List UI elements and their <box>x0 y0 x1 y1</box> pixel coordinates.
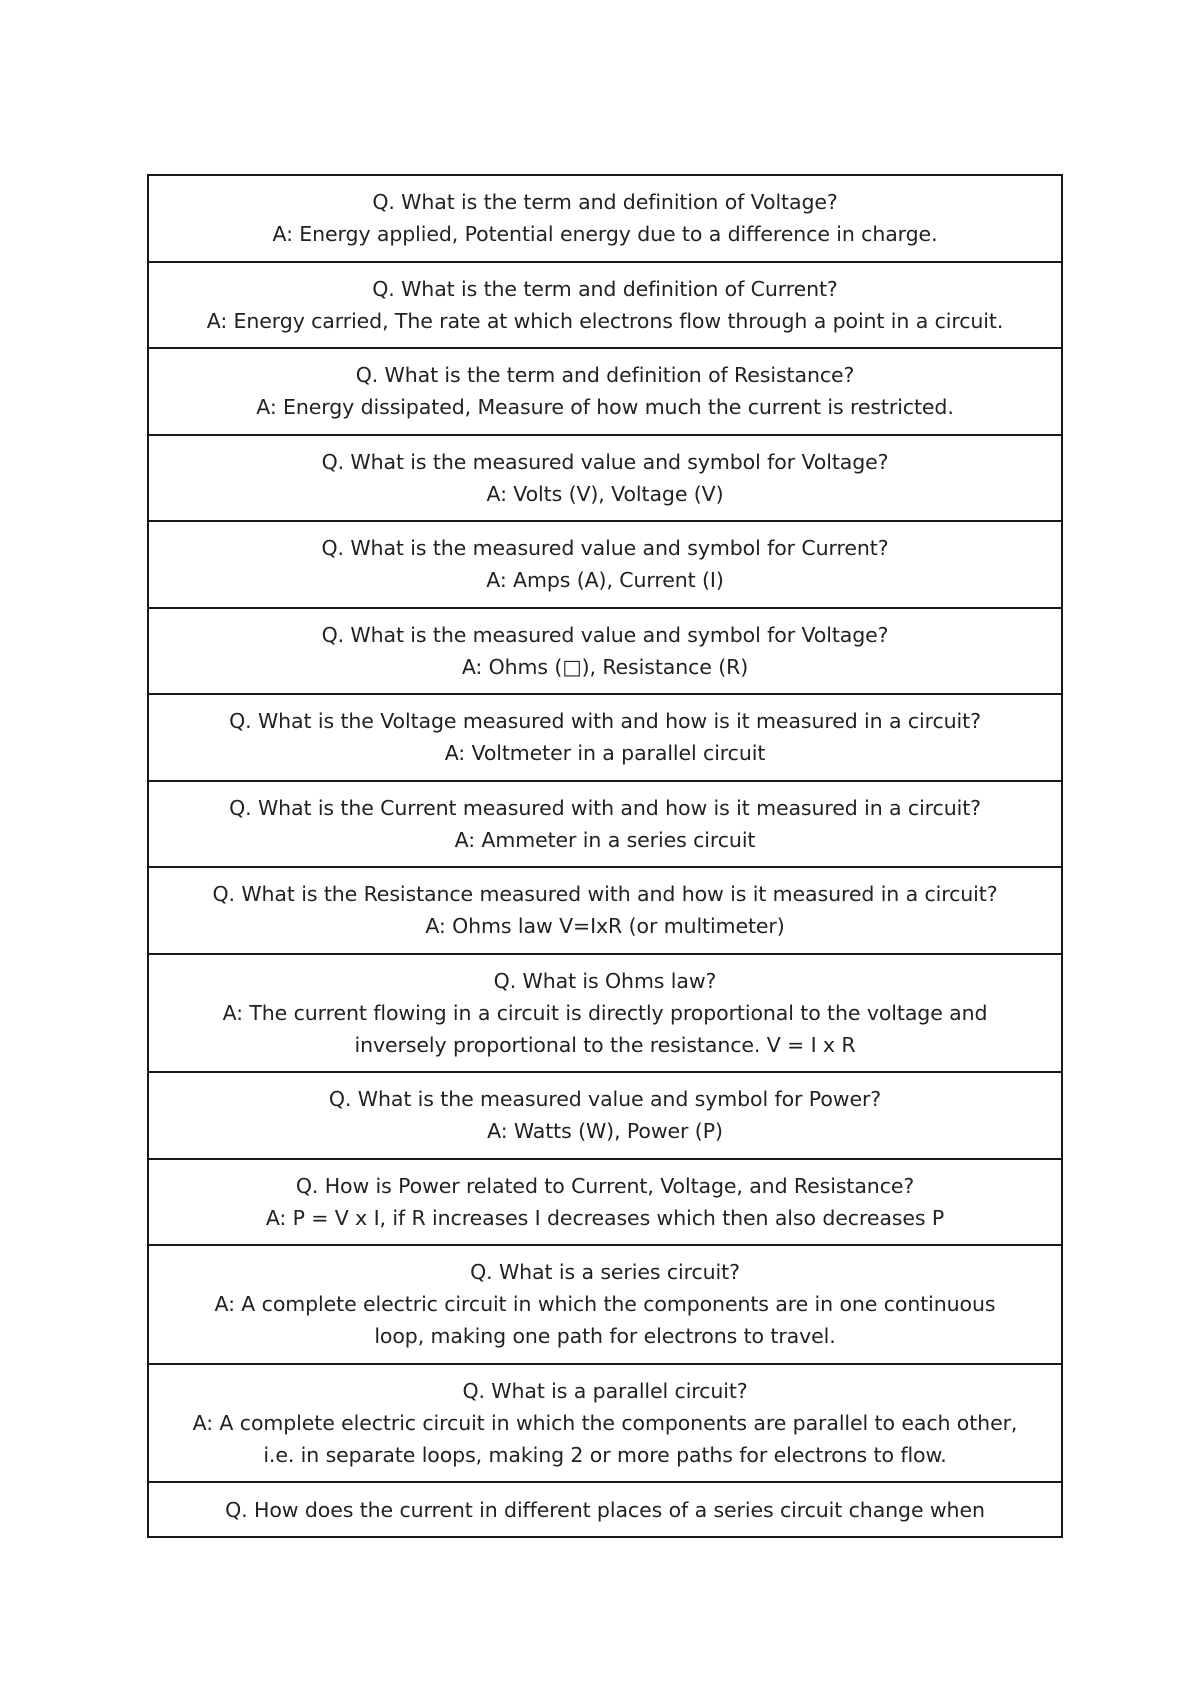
question-text: Q. What is the Current measured with and how is it measured in a circuit? <box>229 795 981 820</box>
question-text: Q. What is the measured value and symbol for Current? <box>321 536 889 561</box>
qa-card-power-relation <box>149 1160 1061 1247</box>
qa-card-voltage-unit <box>149 436 1061 523</box>
qa-card-ohms-law <box>149 955 1061 1074</box>
answer-text: A: Amps (A), Current (I) <box>486 568 724 593</box>
qa-table <box>147 174 1063 1538</box>
question-text: Q. What is a parallel circuit? <box>462 1378 748 1403</box>
answer-text-continued: inversely proportional to the resistance. V = I x R <box>354 1032 856 1057</box>
answer-text: A: A complete electric circuit in which the components are in one continuous <box>214 1292 996 1317</box>
question-text: Q. What is the measured value and symbol for Power? <box>328 1087 882 1112</box>
question-text: Q. What is the term and definition of Voltage? <box>372 190 838 215</box>
qa-card-resistance-definition <box>149 349 1061 436</box>
answer-text: A: Voltmeter in a parallel circuit <box>444 741 766 766</box>
question-text: Q. What is the measured value and symbol for Voltage? <box>321 449 889 474</box>
qa-card-current-unit <box>149 522 1061 609</box>
answer-text-continued: i.e. in separate loops, making 2 or more paths for electrons to flow. <box>263 1442 947 1467</box>
question-text: Q. What is the Resistance measured with and how is it measured in a circuit? <box>212 882 998 907</box>
answer-text: A: Volts (V), Voltage (V) <box>486 481 724 506</box>
qa-card-power-unit <box>149 1073 1061 1160</box>
question-text: Q. What is the measured value and symbol for Voltage? <box>321 622 889 647</box>
question-text: Q. What is the Voltage measured with and how is it measured in a circuit? <box>229 709 981 734</box>
answer-text: A: A complete electric circuit in which the components are parallel to each other, <box>192 1410 1018 1435</box>
qa-card-voltage-definition <box>149 176 1061 263</box>
qa-card-current-definition <box>149 263 1061 350</box>
question-text: Q. What is the term and definition of Current? <box>372 276 838 301</box>
question-text: Q. How is Power related to Current, Voltage, and Resistance? <box>295 1173 915 1198</box>
answer-text: A: Watts (W), Power (P) <box>487 1119 723 1144</box>
question-text: Q. What is the term and definition of Resistance? <box>355 363 855 388</box>
answer-text: A: Ammeter in a series circuit <box>454 827 756 852</box>
answer-text: A: Ohms law V=IxR (or multimeter) <box>425 914 785 939</box>
answer-text: A: Ohms (□), Resistance (R) <box>461 654 749 679</box>
qa-card-voltage-measurement <box>149 695 1061 782</box>
answer-text: A: The current flowing in a circuit is directly proportional to the voltage and <box>222 1000 988 1025</box>
answer-text: A: Energy carried, The rate at which electrons flow through a point in a circuit. <box>206 308 1004 333</box>
question-text: Q. What is a series circuit? <box>470 1260 740 1285</box>
question-text: Q. What is Ohms law? <box>493 968 717 993</box>
answer-text: A: P = V x I, if R increases I decreases which then also decreases P <box>265 1205 945 1230</box>
qa-card-resistance-unit <box>149 609 1061 696</box>
qa-card-series-circuit <box>149 1246 1061 1365</box>
question-text: Q. How does the current in different places of a series circuit change when <box>225 1497 985 1522</box>
answer-text-continued: loop, making one path for electrons to travel. <box>374 1324 836 1349</box>
qa-card-resistance-measurement <box>149 868 1061 955</box>
qa-card-parallel-circuit <box>149 1365 1061 1484</box>
qa-card-series-current <box>149 1483 1061 1536</box>
answer-text: A: Energy dissipated, Measure of how much the current is restricted. <box>256 395 954 420</box>
answer-text: A: Energy applied, Potential energy due to a difference in charge. <box>272 222 938 247</box>
qa-card-current-measurement <box>149 782 1061 869</box>
